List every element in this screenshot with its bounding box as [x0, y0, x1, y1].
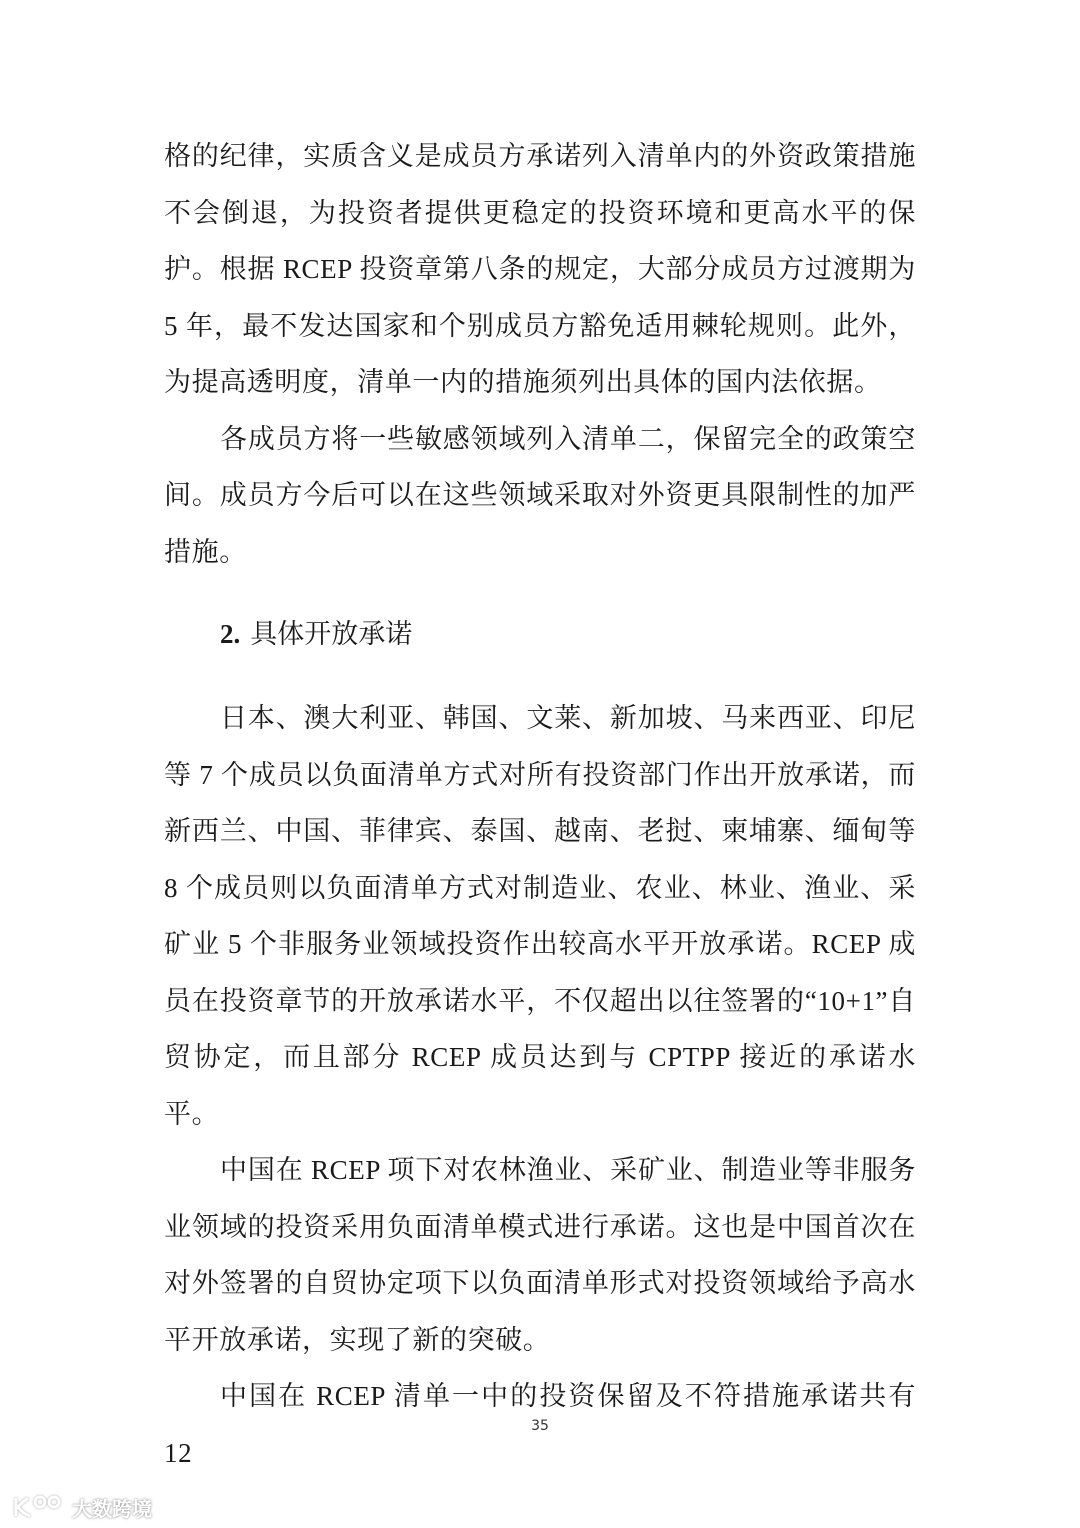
paragraph-member-commitments: 日本、澳大利亚、韩国、文莱、新加坡、马来西亚、印尼等 7 个成员以负面清单方式对所有投资部门作出开放承诺，而新西兰、中国、菲律宾、泰国、越南、老挝、柬埔寨、缅甸等 8 个成员则以负面清单方式对制造业、农业、林业、渔业、采矿业 5 个非服务业领域投资作出较高水平开放承诺。RCEP 成员在投资章节的开放承诺水平，不仅超出以往签署的“10+1”自贸协定，而且部分 RCEP 成员达到与 CPTPP 接近的承诺水平。 [164, 703, 916, 1129]
section-heading [220, 606, 916, 662]
watermark-text: 大数跨境 [72, 1496, 152, 1521]
paragraph-ratchet-rule: 格的纪律，实质含义是成员方承诺列入清单内的外资政策措施不会倒退，为投资者提供更稳定的投资环境和更高水平的保护。根据 RCEP 投资章第八条的规定，大部分成员方过渡期为 5 年，最不发达国家和个别成员方豁免适用棘轮规则。此外，为提高透明度，清单一内的措施须列出具体的国内法依据。 [164, 141, 916, 397]
page-number: 35 [531, 1418, 549, 1434]
k100-logo-icon [10, 1492, 66, 1522]
section-number: 2. [220, 619, 241, 649]
section-title: 具体开放承诺 [250, 619, 413, 649]
paragraph-china-negative-list: 中国在 RCEP 项下对农林渔业、采矿业、制造业等非服务业领域的投资采用负面清单模式进行承诺。这也是中国首次在对外签署的自贸协定项下以负面清单形式对投资领域给予高水平开放承诺，实现了新的突破。 [164, 1155, 916, 1355]
watermark [10, 1492, 152, 1522]
paragraph-china-list-one: 中国在 RCEP 清单一中的投资保留及不符措施承诺共有 12 [164, 1381, 916, 1468]
page-content [164, 128, 916, 1481]
paragraph-list-two: 各成员方将一些敏感领域列入清单二，保留完全的政策空间。成员方今后可以在这些领域采取对外资更具限制性的加严措施。 [164, 423, 916, 567]
